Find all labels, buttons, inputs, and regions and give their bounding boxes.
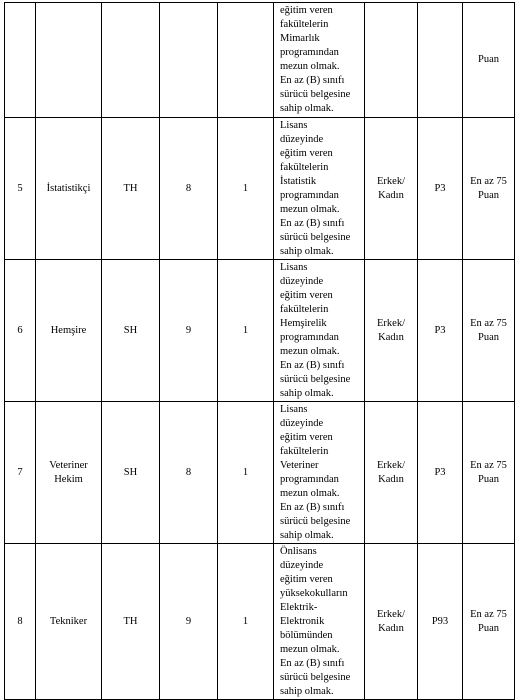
cell-kpss: P93 [418,544,463,700]
requirement-line: yüksekokulların [280,588,348,599]
requirement-line: sürücü belgesine [280,374,351,385]
requirement-line: mezun olmak. [280,346,340,357]
requirement-line: programından [280,474,339,485]
requirement-line: eğitim veren [280,574,333,585]
requirement-line: sürücü belgesine [280,516,351,527]
cell-requirements [274,402,365,544]
requirement-line: Elektrik- [280,602,318,613]
requirement-line: mezun olmak. [280,644,340,655]
table-body [5,3,515,700]
table-row [5,402,515,544]
requirement-line: fakültelerin [280,446,329,457]
requirement-line: sürücü belgesine [280,672,351,683]
cell-count: 1 [218,402,274,544]
cell-class [102,3,160,118]
table-row [5,544,515,700]
cell-kpss: P3 [418,118,463,260]
cell-no: 6 [5,260,36,402]
cell-count: 1 [218,260,274,402]
cell-count: 1 [218,544,274,700]
cell-no [5,3,36,118]
requirement-line: sahip olmak. [280,388,334,399]
requirement-line: mezun olmak. [280,61,340,72]
cell-kpss [418,3,463,118]
requirement-line: programından [280,332,339,343]
requirement-line: Veteriner [280,460,319,471]
cell-no: 5 [5,118,36,260]
cell-no: 8 [5,544,36,700]
requirement-line: Lisans [280,404,308,415]
requirement-line: En az (B) sınıfı [280,658,345,669]
cell-gender: Erkek/ Kadın [365,402,418,544]
requirement-line: fakültelerin [280,19,329,30]
table-row [5,260,515,402]
requirement-line: eğitim veren [280,148,333,159]
cell-score: En az 75 Puan [463,402,515,544]
cell-class: SH [102,260,160,402]
cell-title: Tekniker [36,544,102,700]
requirement-line: En az (B) sınıfı [280,218,345,229]
cell-score: En az 75 Puan [463,260,515,402]
cell-title: Hemşire [36,260,102,402]
requirement-line: Mimarlık [280,33,320,44]
requirement-line: düzeyinde [280,276,324,287]
cell-count: 1 [218,118,274,260]
requirement-line: eğitim veren [280,5,333,16]
requirement-line: Lisans [280,120,308,131]
requirement-line: düzeyinde [280,418,324,429]
cell-class: TH [102,118,160,260]
requirement-line: sürücü belgesine [280,232,351,243]
cell-kpss: P3 [418,402,463,544]
cell-kpss: P3 [418,260,463,402]
cell-degree: 8 [160,118,218,260]
cell-gender: Erkek/ Kadın [365,118,418,260]
cell-requirements [274,260,365,402]
requirement-line: En az (B) sınıfı [280,502,345,513]
requirement-line: düzeyinde [280,134,324,145]
cell-title: İstatistikçi [36,118,102,260]
requirement-line: mezun olmak. [280,204,340,215]
requirement-line: Önlisans [280,546,317,557]
requirement-line: Elektronik [280,616,325,627]
requirement-line: eğitim veren [280,290,333,301]
cell-degree: 8 [160,402,218,544]
requirement-line: eğitim veren [280,432,333,443]
cell-class: TH [102,544,160,700]
cell-requirements [274,3,365,118]
requirement-line: programından [280,47,339,58]
cell-degree [160,3,218,118]
table-row [5,3,515,118]
requirement-line: Lisans [280,262,308,273]
cell-title [36,3,102,118]
requirement-line: sahip olmak. [280,246,334,257]
requirement-line: sahip olmak. [280,103,334,114]
requirement-line: fakültelerin [280,162,329,173]
cell-requirements [274,118,365,260]
requirement-line: Hemşirelik [280,318,327,329]
requirement-line: İstatistik [280,176,317,187]
cell-score: En az 75 Puan [463,118,515,260]
requirement-line: sahip olmak. [280,530,334,541]
requirement-line: sahip olmak. [280,686,334,697]
cell-gender: Erkek/ Kadın [365,260,418,402]
requirement-line: En az (B) sınıfı [280,360,345,371]
cell-no: 7 [5,402,36,544]
cell-degree: 9 [160,544,218,700]
requirement-line: düzeyinde [280,560,324,571]
cell-degree: 9 [160,260,218,402]
positions-table [4,2,515,700]
requirement-line: En az (B) sınıfı [280,75,345,86]
requirement-line: fakültelerin [280,304,329,315]
table-row [5,118,515,260]
cell-gender: Erkek/ Kadın [365,544,418,700]
cell-count [218,3,274,118]
requirement-line: bölümünden [280,630,333,641]
requirement-line: mezun olmak. [280,488,340,499]
requirement-line: sürücü belgesine [280,89,351,100]
requirement-line: programından [280,190,339,201]
cell-title: Veteriner Hekim [36,402,102,544]
cell-score: En az 75 Puan [463,544,515,700]
cell-score: Puan [463,3,515,118]
cell-class: SH [102,402,160,544]
cell-requirements [274,544,365,700]
cell-gender [365,3,418,118]
